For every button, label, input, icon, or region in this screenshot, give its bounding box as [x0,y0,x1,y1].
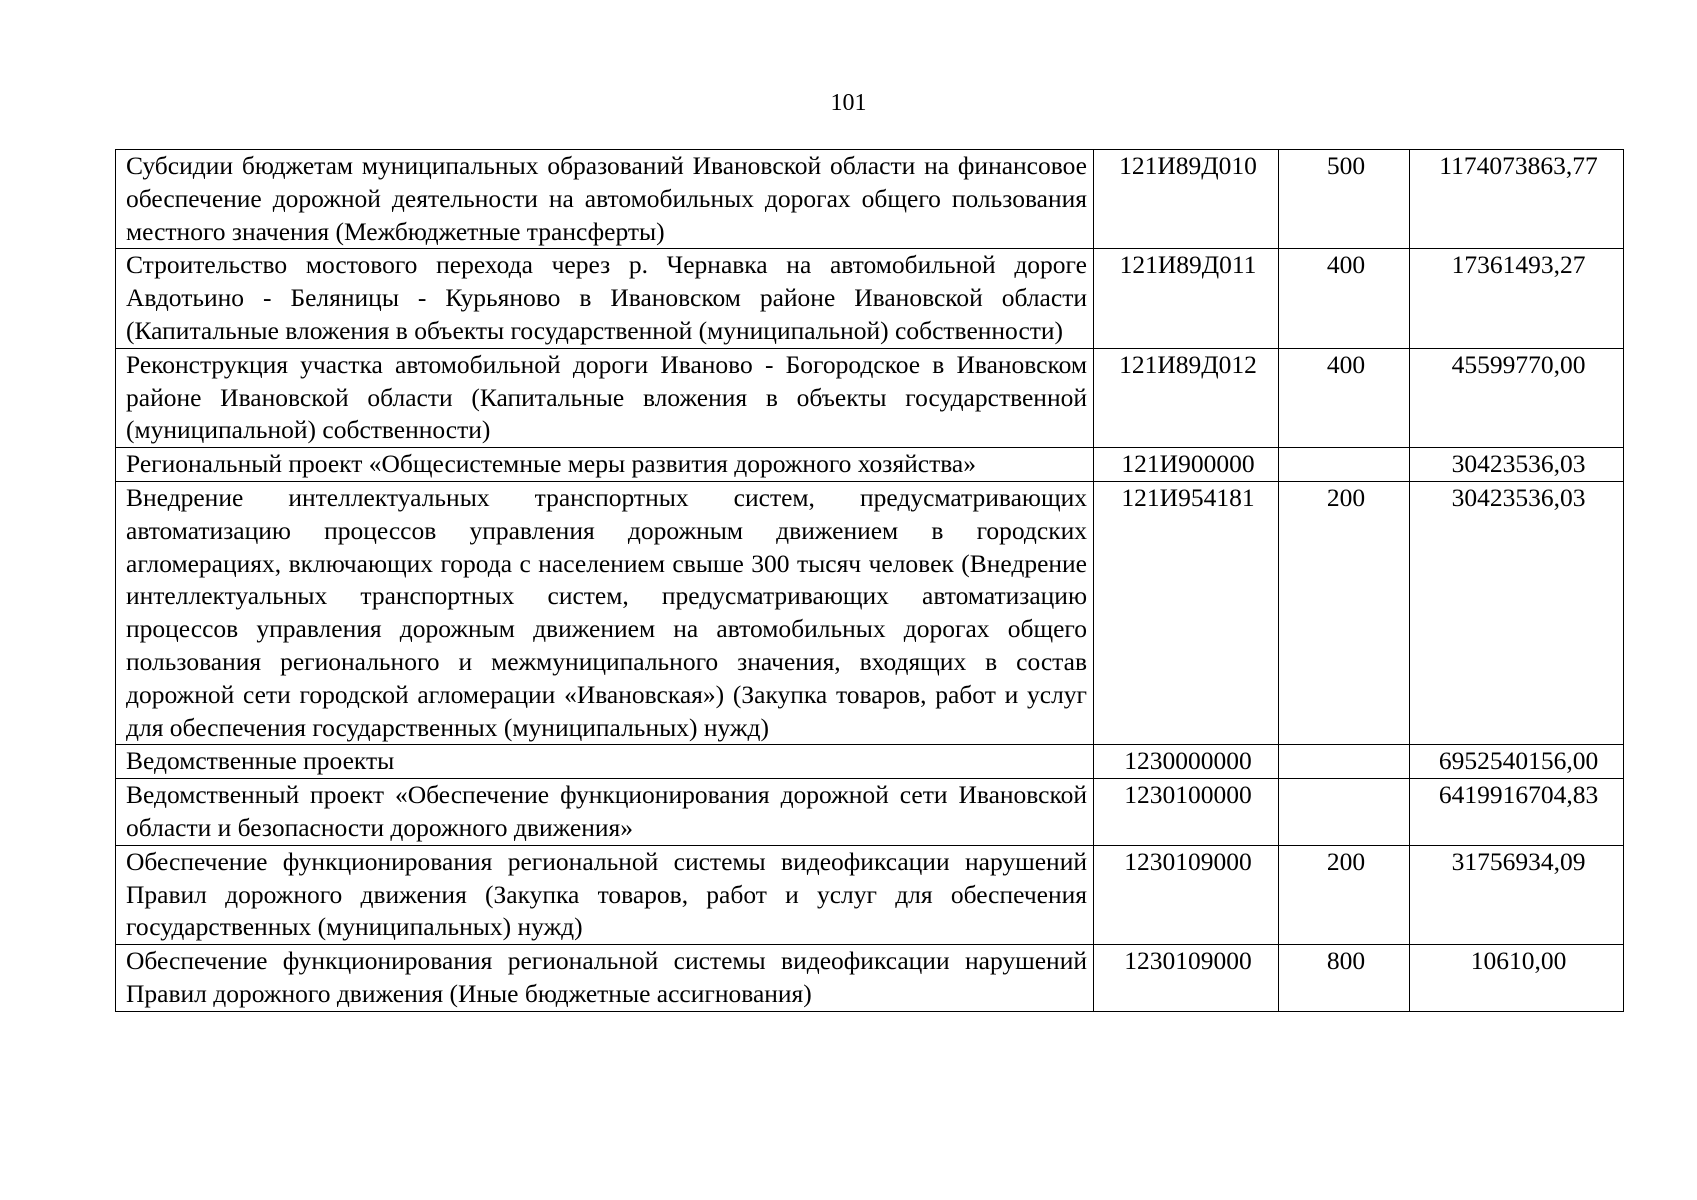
row-name-cell: Обеспечение функционирования региональной системы видеофиксации нарушений Правил дорожного движения (Закупка товаров, работ и услуг для обеспечения государственных (муниципальных) нужд) [116,845,1094,944]
row-name-cell: Региональный проект «Общесистемные меры развития дорожного хозяйства» [116,448,1094,482]
budget-table [115,149,1624,1012]
table-row [116,150,1624,249]
table-row [116,448,1624,482]
row-sum-cell: 30423536,03 [1410,481,1624,744]
row-sum-cell: 31756934,09 [1410,845,1624,944]
row-expense-type-cell: 400 [1279,249,1410,348]
row-expense-type-cell: 500 [1279,150,1410,249]
row-expense-type-cell: 800 [1279,945,1410,1012]
row-sum-cell: 30423536,03 [1410,448,1624,482]
table-row [116,945,1624,1012]
page-number: 101 [830,90,867,116]
row-code-cell: 1230100000 [1094,779,1279,846]
row-code-cell: 1230000000 [1094,745,1279,779]
row-sum-cell: 6952540156,00 [1410,745,1624,779]
table-row [116,249,1624,348]
row-expense-type-cell: 200 [1279,481,1410,744]
row-name-cell: Субсидии бюджетам муниципальных образований Ивановской области на финансовое обеспечение дорожной деятельности на автомобильных дорогах общего пользования местного значения (Межбюджетные трансферты) [116,150,1094,249]
row-sum-cell: 45599770,00 [1410,348,1624,447]
row-sum-cell: 6419916704,83 [1410,779,1624,846]
row-code-cell: 1230109000 [1094,845,1279,944]
table-row [116,845,1624,944]
row-expense-type-cell [1279,448,1410,482]
row-code-cell: 121И89Д012 [1094,348,1279,447]
table-row [116,481,1624,744]
table-row [116,745,1624,779]
row-sum-cell: 17361493,27 [1410,249,1624,348]
row-expense-type-cell [1279,779,1410,846]
row-code-cell: 1230109000 [1094,945,1279,1012]
row-code-cell: 121И954181 [1094,481,1279,744]
row-name-cell: Ведомственные проекты [116,745,1094,779]
row-sum-cell: 1174073863,77 [1410,150,1624,249]
row-expense-type-cell [1279,745,1410,779]
row-code-cell: 121И900000 [1094,448,1279,482]
table-row [116,779,1624,846]
row-expense-type-cell: 400 [1279,348,1410,447]
row-name-cell: Внедрение интеллектуальных транспортных систем, предусматривающих автоматизацию процессов управления дорожным движением в городских агломерациях, включающих города с населением свыше 300 тысяч человек (Внедрение интеллектуальных транспортных систем, предусматривающих автоматизацию процессов управления дорожным движением на автомобильных дорогах общего пользования регионального и межмуниципального значения, входящих в состав дорожной сети городской агломерации «Ивановская») (Закупка товаров, работ и услуг для обеспечения государственных (муниципальных) нужд) [116,481,1094,744]
row-code-cell: 121И89Д010 [1094,150,1279,249]
row-expense-type-cell: 200 [1279,845,1410,944]
row-name-cell: Обеспечение функционирования региональной системы видеофиксации нарушений Правил дорожного движения (Иные бюджетные ассигнования) [116,945,1094,1012]
row-name-cell: Реконструкция участка автомобильной дороги Иваново - Богородское в Ивановском районе Ивановской области (Капитальные вложения в объекты государственной (муниципальной) собственности) [116,348,1094,447]
table-row [116,348,1624,447]
row-name-cell: Строительство мостового перехода через р. Чернавка на автомобильной дороге Авдотьино - Беляницы - Курьяново в Ивановском районе Ивановской области (Капитальные вложения в объекты государственной (муниципальной) собственности) [116,249,1094,348]
row-code-cell: 121И89Д011 [1094,249,1279,348]
row-sum-cell: 10610,00 [1410,945,1624,1012]
row-name-cell: Ведомственный проект «Обеспечение функционирования дорожной сети Ивановской области и безопасности дорожного движения» [116,779,1094,846]
